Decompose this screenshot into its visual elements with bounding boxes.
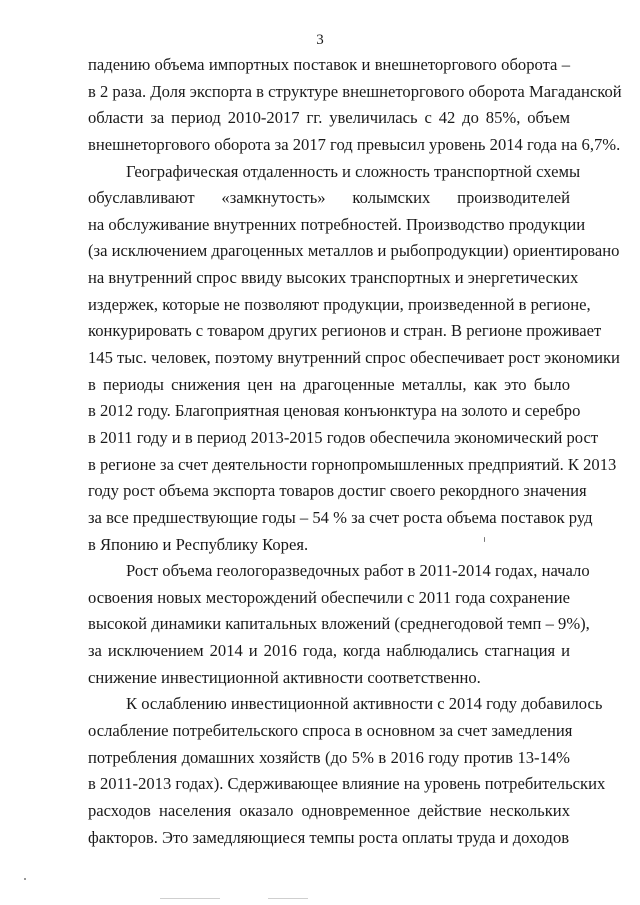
text-line: конкурировать с товаром других регионов и стран. В регионе проживает	[88, 321, 602, 341]
text-line: в 2 раза. Доля экспорта в структуре внешнеторгового оборота Магаданской	[88, 81, 622, 101]
paragraph-capital-investment	[88, 558, 590, 691]
text-line: освоения новых месторождений обеспечили с 2011 года сохранение	[88, 587, 571, 607]
text-line: высокой динамики капитальных вложений (среднегодовой темп – 9%),	[88, 614, 590, 634]
paragraph-consumer-demand	[88, 691, 606, 851]
text-line: Географическая отдаленность и сложность транспортной схемы	[126, 161, 581, 181]
text-line: в Японию и Республику Корея.	[88, 534, 309, 554]
text-line: обуславливают «замкнутость» колымских производителей	[88, 188, 570, 208]
text-line: потребления домашних хозяйств (до 5% в 2016 году против 13-14%	[88, 747, 570, 767]
scan-edge-line	[160, 898, 220, 899]
text-line: падению объема импортных поставок и внешнеторгового оборота –	[88, 55, 570, 74]
paragraph-foreign-trade	[88, 52, 622, 159]
text-line: (за исключением драгоценных металлов и рыбопродукции) ориентировано	[88, 241, 620, 261]
page-number: 3	[316, 32, 324, 48]
text-line: расходов населения оказало одновременное действие нескольких	[88, 800, 570, 820]
text-line: внешнеторгового оборота за 2017 год превысил уровень 2014 года на 6,7%.	[88, 134, 621, 154]
text-line: К ослаблению инвестиционной активности с 2014 году добавилось	[126, 694, 603, 714]
text-line: 145 тыс. человек, поэтому внутренний спрос обеспечивает рост экономики	[88, 348, 620, 368]
text-line: на внутренний спрос ввиду высоких транспортных и энергетических	[88, 268, 579, 288]
text-line: в периоды снижения цен на драгоценные металлы, как это было	[88, 374, 570, 394]
text-line: ослабление потребительского спроса в основном за счет замедления	[88, 721, 573, 741]
text-line: году рост объема экспорта товаров достиг своего рекордного значения	[88, 481, 587, 501]
text-line: в регионе за счет деятельности горнопромышленных предприятий. К 2013	[88, 454, 617, 474]
text-line: области за период 2010-2017 гг. увеличилась с 42 до 85%, объем	[88, 108, 570, 128]
text-line: в 2012 году. Благоприятная ценовая конъюнктура на золото и серебро	[88, 401, 581, 421]
text-line: на обслуживание внутренних потребностей. Производство продукции	[88, 214, 586, 234]
text-line: снижение инвестиционной активности соответственно.	[88, 667, 481, 687]
scan-speck	[484, 537, 485, 542]
paragraph-geographic-isolation	[88, 159, 620, 559]
text-line: в 2011-2013 годах). Сдерживающее влияние на уровень потребительских	[88, 774, 606, 794]
scan-speck	[24, 878, 26, 880]
scan-edge-line	[268, 898, 308, 899]
document-body	[88, 52, 622, 851]
text-line: за исключением 2014 и 2016 года, когда наблюдались стагнация и	[88, 641, 570, 661]
text-line: в 2011 году и в период 2013-2015 годов обеспечила экономический рост	[88, 427, 599, 447]
text-line: за все предшествующие годы – 54 % за счет роста объема поставок руд	[88, 507, 593, 527]
text-line: факторов. Это замедляющиеся темпы роста оплаты труда и доходов	[88, 827, 570, 847]
text-line: Рост объема геологоразведочных работ в 2011-2014 годах, начало	[126, 561, 590, 581]
text-line: издержек, которые не позволяют продукции, произведенной в регионе,	[88, 294, 591, 314]
